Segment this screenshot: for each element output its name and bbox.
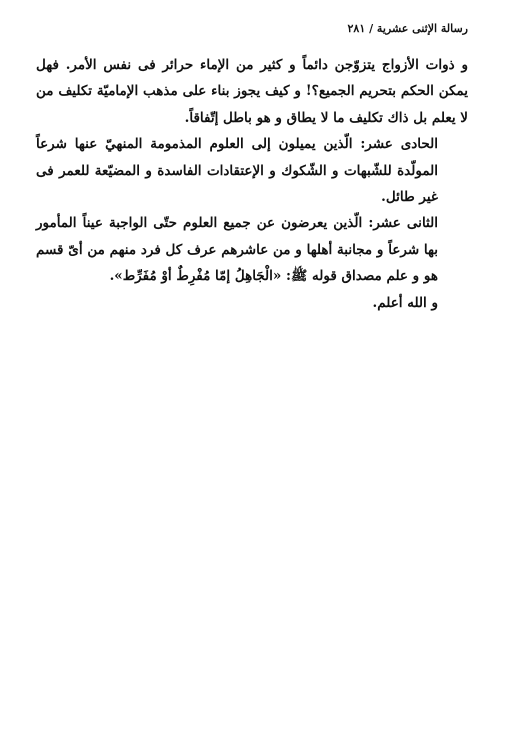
paragraph-3 — [36, 210, 468, 289]
paragraph-2: الحادى عشر: الّذين يميلون إلى العلوم المذمومة المنهيّ عنها شرعاً المولّدة للشّبهات و الشّكوك و الإعتقادات الفاسدة و المضيّعة للعمر فى غير طائل. — [36, 136, 438, 206]
paragraph-1: و ذوات الأزواج يتزوّجن دائماً و كثير من الإماء حرائر فى نفس الأمر. فهل يمكن الحكم بتحريم الجميع؟! و كيف يجوز بناء على مذهب الإماميّة تكليف من لا يعلم بل ذاك تكليف ما لا يطاق و هو باطل إتّفاقاً. — [36, 57, 468, 126]
running-header: رسالة الإثنى عشرية / ٢٨١ — [347, 22, 468, 35]
hadith-quote: «الْجَاهِلُ إمّا مُفْرِطٌ أوْ مُفَرِّط». — [109, 268, 282, 285]
paragraph-3-text: الثانى عشر: الّذين يعرضون عن جميع العلوم حتّى الواجبة عيناً المأمور بها شرعاً و مجانبة أهلها و من عاشرهم عرف كل فرد منهم من أىّ قسم هو و علم مصداق — [36, 215, 438, 285]
body-text — [36, 52, 468, 316]
hadith-lead: قوله ﷺ: — [281, 268, 337, 285]
closing-line: و الله أعلم. — [372, 294, 438, 311]
